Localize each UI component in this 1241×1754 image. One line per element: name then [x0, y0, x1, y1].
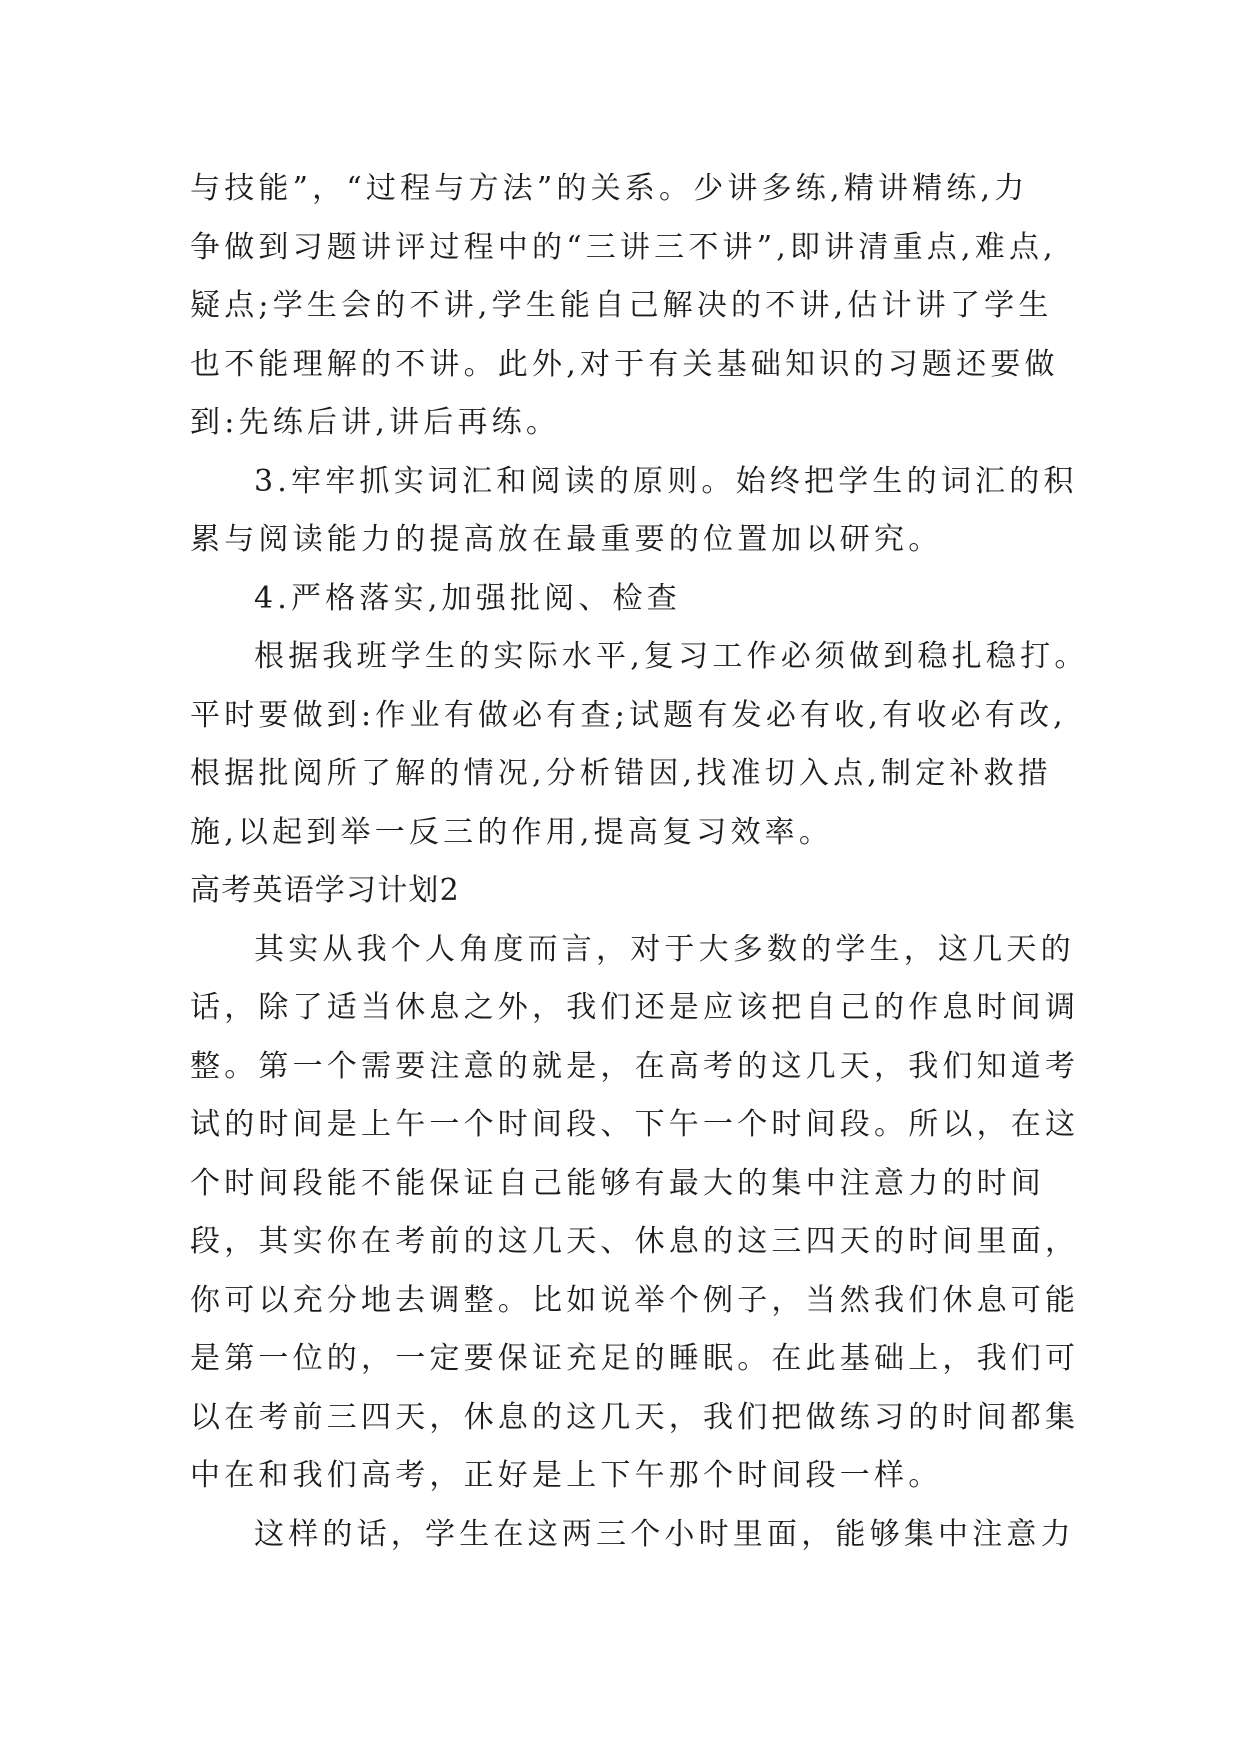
text-line: 话，除了适当休息之外，我们还是应该把自己的作息时间调 [190, 990, 1080, 1025]
text-line: 个时间段能不能保证自己能够有最大的集中注意力的时间 [190, 1165, 1045, 1201]
paragraph-start: 根据我班学生的实际水平,复习工作必须做到稳扎稳打。 [254, 639, 1089, 674]
text-line: 与技能”，“过程与方法”的关系。少讲多练,精讲精练,力 [190, 171, 1029, 206]
paragraph-start: 这样的话，学生在这两三个小时里面，能够集中注意力 [254, 1516, 1075, 1552]
text-line: 累与阅读能力的提高放在最重要的位置加以研究。 [190, 522, 943, 557]
text-line: 平时要做到:作业有做必有查;试题有发必有收,有收必有改, [190, 697, 1067, 733]
section-heading: 高考英语学习计划2 [190, 873, 460, 908]
text-line: 疑点;学生会的不讲,学生能自己解决的不讲,估计讲了学生 [190, 288, 1053, 323]
text-line: 也不能理解的不讲。此外,对于有关基础知识的习题还要做 [190, 346, 1059, 382]
text-line: 你可以充分地去调整。比如说举个例子，当然我们休息可能 [190, 1282, 1080, 1318]
text-line: 整。第一个需要注意的就是，在高考的这几天，我们知道考 [190, 1048, 1080, 1084]
list-item-4: 4.严格落实,加强批阅、检查 [254, 580, 681, 616]
text-line: 根据批阅所了解的情况,分析错因,找准切入点,制定补救措 [190, 756, 1053, 791]
list-item-3: 3.牢牢抓实词汇和阅读的原则。始终把学生的词汇的积 [254, 463, 1078, 499]
text-line: 到:先练后讲,讲后再练。 [190, 405, 561, 440]
text-line: 是第一位的，一定要保证充足的睡眠。在此基础上，我们可 [190, 1341, 1080, 1376]
text-line: 试的时间是上午一个时间段、下午一个时间段。所以，在这 [190, 1107, 1080, 1142]
paragraph-start: 其实从我个人角度而言，对于大多数的学生，这几天的 [254, 931, 1075, 967]
text-line: 施,以起到举一反三的作用,提高复习效率。 [190, 814, 834, 850]
text-line: 中在和我们高考，正好是上下午那个时间段一样。 [190, 1458, 943, 1493]
document-body [190, 160, 1089, 1564]
text-line: 以在考前三四天，休息的这几天，我们把做练习的时间都集 [190, 1399, 1080, 1435]
text-line: 争做到习题讲评过程中的“三讲三不讲”,即讲清重点,难点, [190, 229, 1057, 265]
text-line: 段，其实你在考前的这几天、休息的这三四天的时间里面， [190, 1224, 1080, 1259]
